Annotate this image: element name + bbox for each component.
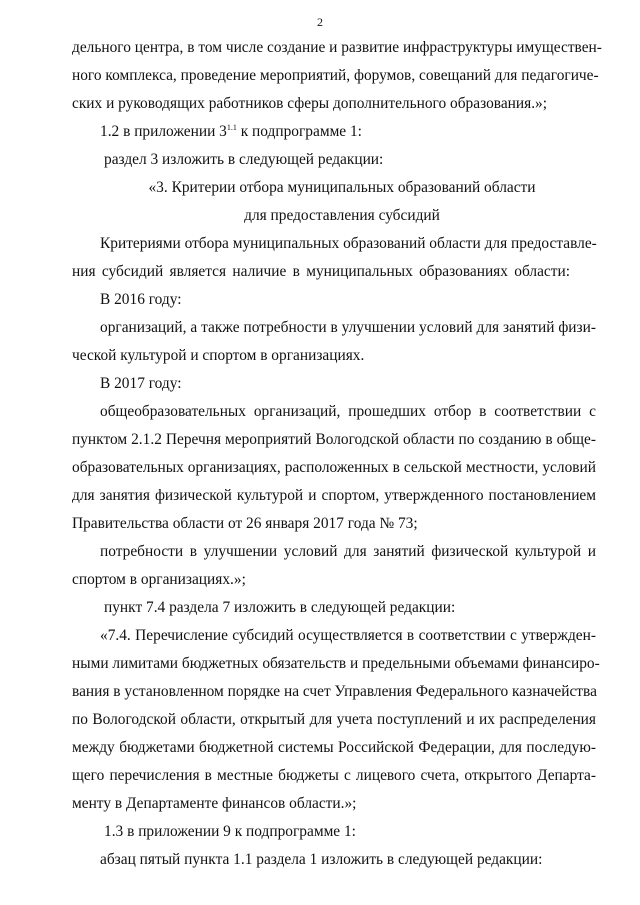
text-line-appendix-ref bbox=[100, 122, 596, 142]
text-line: ских и руководящих работников сферы дополнительного образования.»; bbox=[72, 95, 548, 112]
text-line: раздел 3 изложить в следующей редакции: bbox=[104, 151, 384, 168]
text-line: спортом в организациях.»; bbox=[72, 571, 246, 588]
text-line: пунктом 2.1.2 Перечня мероприятий Вологодской области по созданию в обще- bbox=[72, 431, 596, 448]
superscript: 1.1 bbox=[226, 123, 237, 132]
text-line: Правительства области от 26 января 2017 года № 73; bbox=[72, 515, 418, 532]
text-line: по Вологодской области, открытый для учета поступлений и их распределения bbox=[72, 711, 596, 728]
text-line: ного комплекса, проведение мероприятий, форумов, совещаний для педагогиче- bbox=[72, 67, 599, 84]
text-line: ческой культурой и спортом в организациях. bbox=[72, 347, 365, 364]
text-line: между бюджетами бюджетной системы Российской Федерации, для последую- bbox=[72, 739, 596, 756]
text-fragment: к подпрограмме 1: bbox=[236, 123, 362, 140]
text-line: пункт 7.4 раздела 7 изложить в следующей редакции: bbox=[104, 599, 456, 616]
text-line: ными лимитами бюджетных обязательств и предельными объемами финансиро- bbox=[72, 655, 600, 672]
year-heading: В 2016 году: bbox=[100, 291, 182, 308]
text-fragment: 1.2 в приложении 3 bbox=[100, 123, 227, 140]
section-heading: «3. Критерии отбора муниципальных образований области bbox=[148, 179, 536, 196]
text-line: абзац пятый пункта 1.1 раздела 1 изложить в следующей редакции: bbox=[100, 851, 543, 868]
year-heading: В 2017 году: bbox=[100, 375, 182, 392]
text-line: щего перечисления в местные бюджеты с лицевого счета, открытого Департа- bbox=[72, 767, 596, 784]
text-line: Критериями отбора муниципальных образований области для предоставле- bbox=[100, 235, 597, 252]
text-line: ния субсидий является наличие в муниципальных образованиях области: bbox=[72, 263, 570, 280]
text-line: 1.3 в приложении 9 к подпрограмме 1: bbox=[104, 823, 356, 840]
page-number: 2 bbox=[317, 15, 323, 29]
text-line: менту в Департаменте финансов области.»; bbox=[72, 795, 357, 812]
section-heading: для предоставления субсидий bbox=[244, 207, 440, 224]
text-line: общеобразовательных организаций, прошедших отбор в соответствии с bbox=[100, 403, 596, 420]
text-line: для занятия физической культурой и спортом, утвержденного постановлением bbox=[72, 487, 596, 504]
text-line: дельного центра, в том числе создание и развитие инфраструктуры имуществен- bbox=[72, 39, 602, 56]
text-line: организаций, а также потребности в улучшении условий для занятий физи- bbox=[100, 319, 596, 336]
text-line: «7.4. Перечисление субсидий осуществляется в соответствии с утвержден- bbox=[100, 627, 596, 644]
text-line: потребности в улучшении условий для занятий физической культурой и bbox=[100, 543, 596, 560]
text-line: вания в установленном порядке на счет Управления Федерального казначейства bbox=[72, 683, 597, 700]
text-line: образовательных организациях, расположенных в сельской местности, условий bbox=[72, 459, 596, 476]
